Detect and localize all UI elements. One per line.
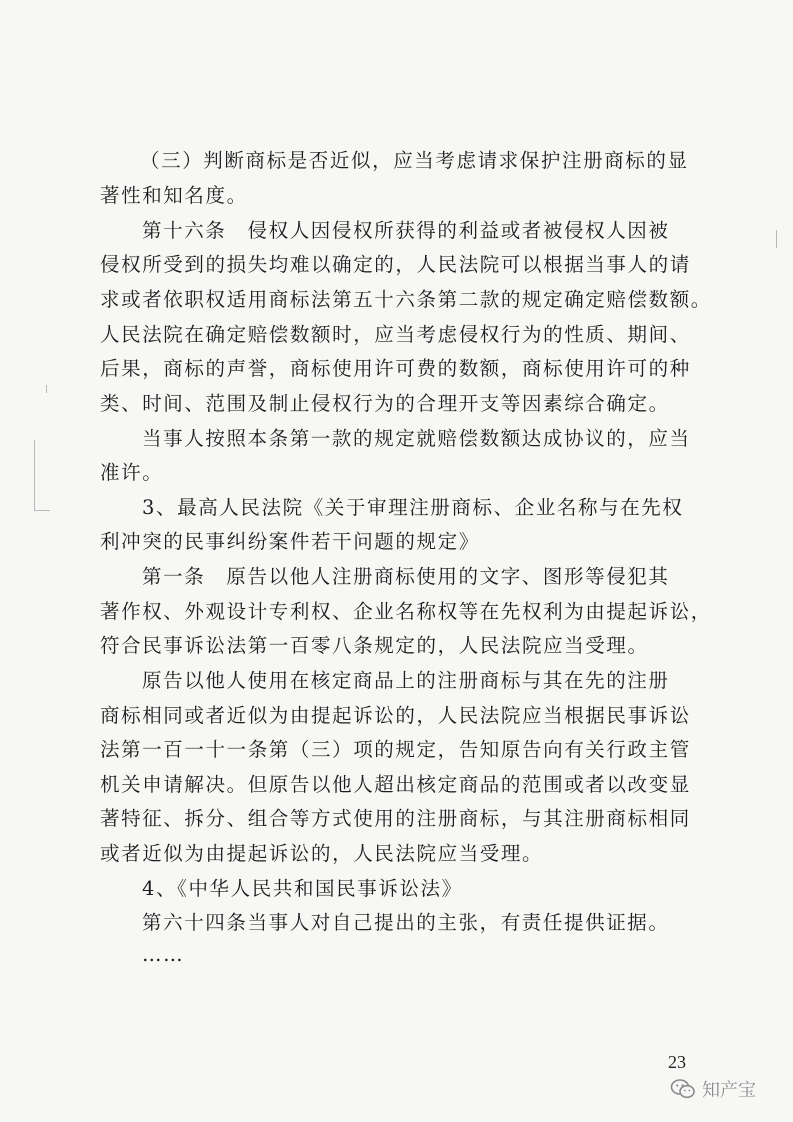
text-line: 著特征、拆分、组合等方式使用的注册商标，与其注册商标相同 <box>100 807 691 830</box>
text-line: 或者近似为由提起诉讼的，人民法院应当受理。 <box>100 842 544 865</box>
text-line: 法第一百一十一条第（三）项的规定，告知原告向有关行政主管 <box>100 738 691 761</box>
scan-mark <box>776 230 777 248</box>
text-line: 3、最高人民法院《关于审理注册商标、企业名称与在先权 <box>142 496 684 519</box>
watermark <box>670 1076 756 1102</box>
watermark-text: 知产宝 <box>702 1080 756 1101</box>
wechat-icon <box>670 1078 696 1100</box>
text-line: 后果，商标的声誉，商标使用许可费的数额，商标使用许可的种 <box>100 357 691 380</box>
text-line: 侵权所受到的损失均难以确定的，人民法院可以根据当事人的请 <box>100 253 691 276</box>
text-line: 第一条 原告以他人注册商标使用的文字、图形等侵犯其 <box>142 565 670 588</box>
text-line: 准许。 <box>100 461 164 484</box>
text-line: …… <box>142 943 185 966</box>
scan-mark <box>34 510 50 511</box>
page-number: 23 <box>668 1052 686 1072</box>
text-line: 求或者依职权适用商标法第五十六条第二款的规定确定赔偿数额。 <box>100 288 712 311</box>
text-line: 著性和知名度。 <box>100 184 248 207</box>
text-line: 利冲突的民事纠纷案件若干问题的规定》 <box>100 530 480 553</box>
text-line: 当事人按照本条第一款的规定就赔偿数额达成协议的，应当 <box>142 427 691 450</box>
text-line: 商标相同或者近似为由提起诉讼的，人民法院应当根据民事诉讼 <box>100 704 691 727</box>
text-line: 人民法院在确定赔偿数额时，应当考虑侵权行为的性质、期间、 <box>100 323 691 346</box>
text-line: 第十六条 侵权人因侵权所获得的利益或者被侵权人因被 <box>142 219 670 242</box>
text-line: 机关申请解决。但原告以他人超出核定商品的范围或者以改变显 <box>100 773 691 796</box>
text-line: 著作权、外观设计专利权、企业名称权等在先权利为由提起诉讼， <box>100 600 712 623</box>
text-line: 4、《中华人民共和国民事诉讼法》 <box>142 877 463 900</box>
text-line: （三）判断商标是否近似，应当考虑请求保护注册商标的显 <box>140 149 689 172</box>
text-line: 原告以他人使用在核定商品上的注册商标与其在先的注册 <box>142 669 670 692</box>
text-line: 符合民事诉讼法第一百零八条规定的，人民法院应当受理。 <box>100 634 649 657</box>
scan-mark <box>46 385 47 393</box>
text-line: 类、时间、范围及制止侵权行为的合理开支等因素综合确定。 <box>100 392 670 415</box>
scan-mark <box>34 440 35 510</box>
text-line: 第六十四条当事人对自己提出的主张，有责任提供证据。 <box>142 911 670 934</box>
